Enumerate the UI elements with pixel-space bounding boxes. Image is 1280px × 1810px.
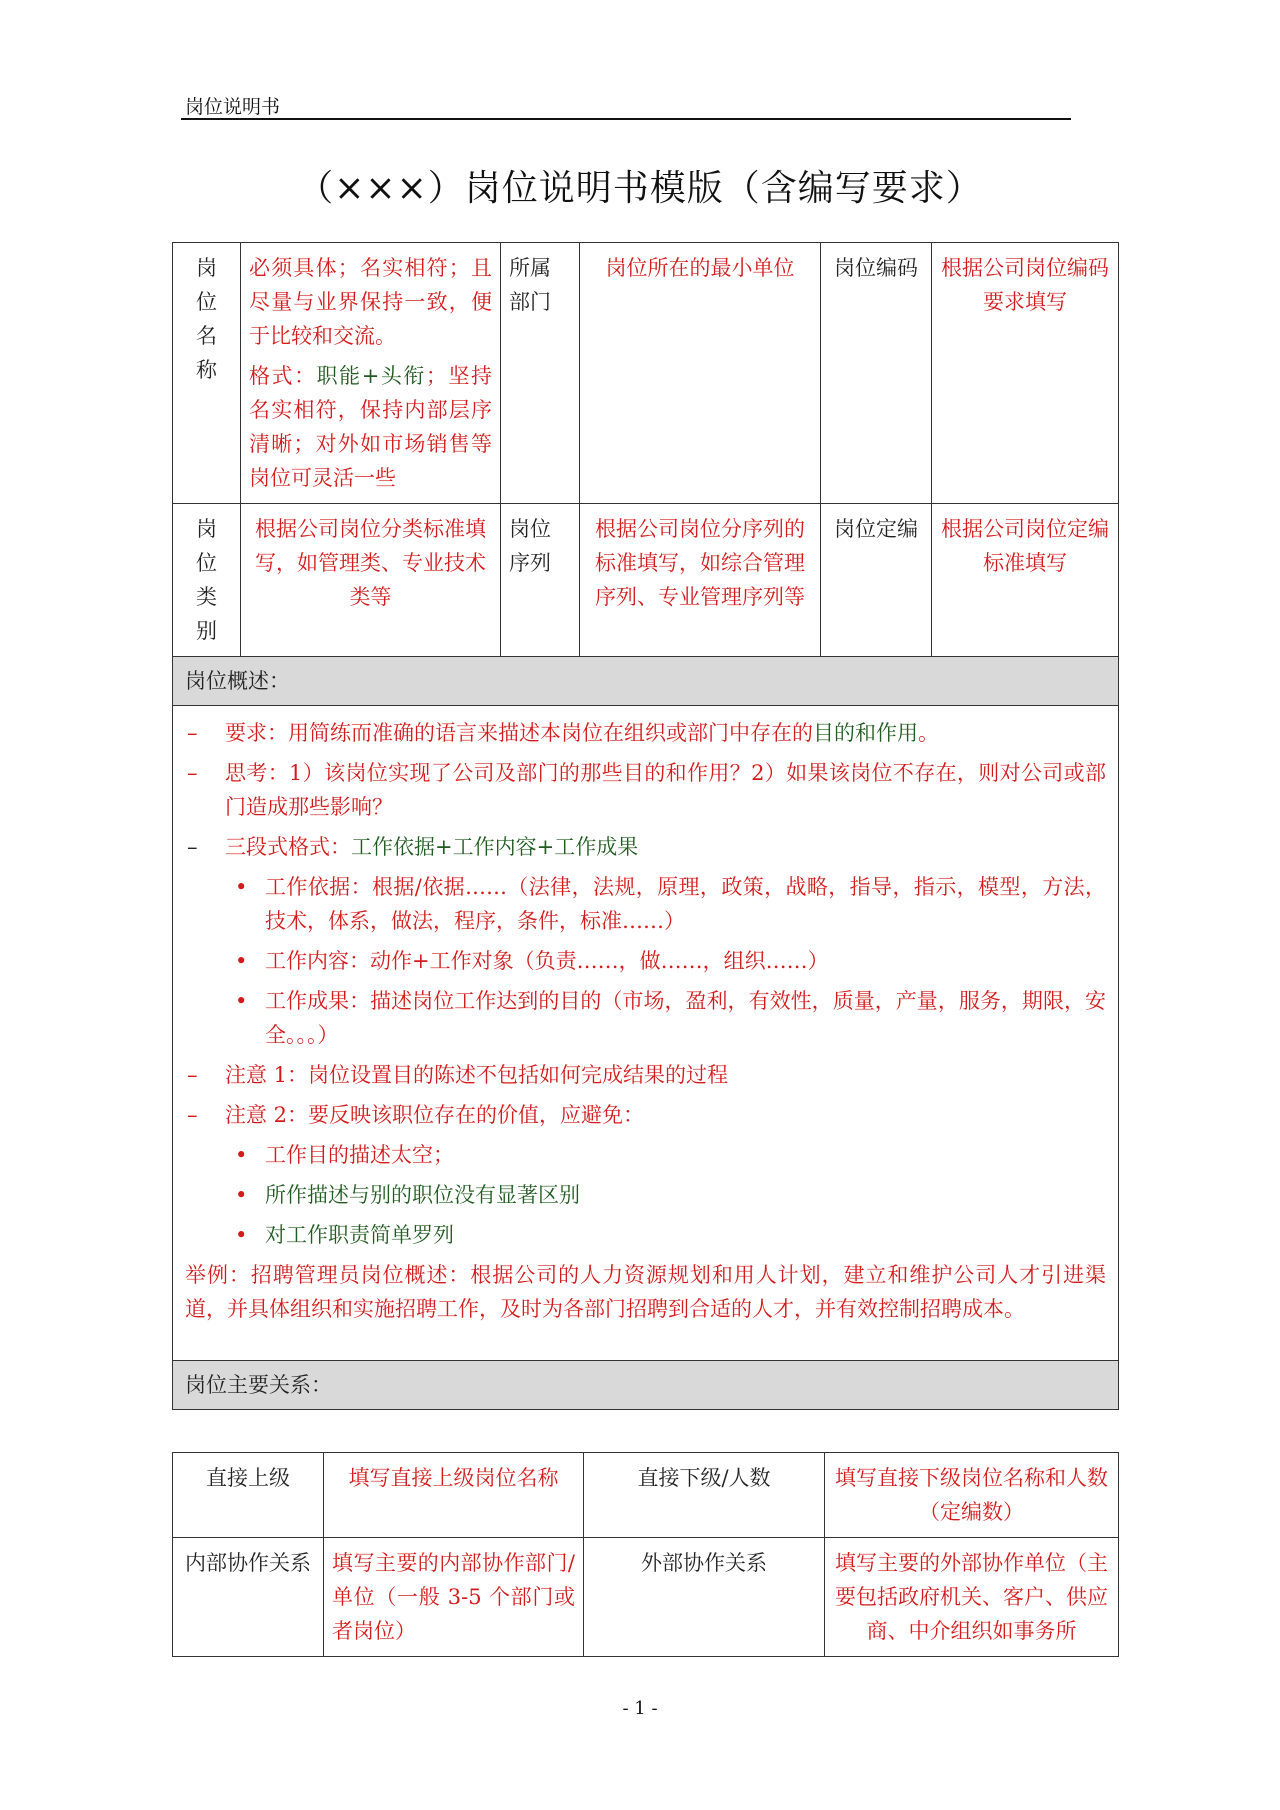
overview-note-1: – 注意 1：岗位设置目的陈述不包括如何完成结果的过程 [187, 1063, 729, 1087]
post-name-requirement [241, 243, 501, 504]
header-rule [181, 118, 1071, 120]
subordinate-label: 直接下级/人数 [584, 1453, 825, 1538]
row-post-category [173, 504, 1119, 657]
department-label: 所属部门 [501, 243, 580, 504]
post-name-rule: 必须具体；名实相符；且尽量与业界保持一致，便于比较和交流。 [249, 256, 492, 348]
post-name-label: 岗 位 名 称 [173, 243, 241, 504]
superior-value: 填写直接上级岗位名称 [324, 1453, 584, 1538]
post-code-label: 岗位编码 [821, 243, 932, 504]
row-cooperation-relations [173, 1538, 1119, 1657]
row-direct-relations [173, 1453, 1119, 1538]
external-cooperation-value: 填写主要的外部协作单位（主要包括政府机关、客户、供应商、中介组织如事务所 [825, 1538, 1119, 1657]
department-value: 岗位所在的最小单位 [580, 243, 821, 504]
format-result: • 工作成果：描述岗位工作达到的目的（市场，盈利，有效性，质量，产量，服务，期限，安全。。。） [235, 989, 1106, 1047]
post-sequence-label: 岗位序列 [501, 504, 580, 657]
subordinate-value: 填写直接下级岗位名称和人数（定编数） [825, 1453, 1119, 1538]
avoid-item-3: • 对工作职责简单罗列 [235, 1223, 454, 1247]
running-header: 岗位说明书 [185, 96, 281, 118]
overview-example: 举例：招聘管理员岗位概述：根据公司的人力资源规划和用人计划，建立和维护公司人才引进渠道，并具体组织和实施招聘工作，及时为各部门招聘到合适的人才，并有效控制招聘成本。 [185, 1263, 1106, 1321]
post-category-label: 岗 位 类 别 [173, 504, 241, 657]
job-description-table [172, 242, 1119, 1410]
format-basis: • 工作依据：根据/依据……（法律，法规，原理，政策，战略，指导，指示，模型，方法，技术，体系，做法，程序，条件，标准……） [235, 875, 1106, 933]
internal-cooperation-value: 填写主要的内部协作部门/单位（一般 3-5 个部门或者岗位） [324, 1538, 584, 1657]
overview-body [173, 706, 1119, 1361]
post-sequence-value: 根据公司岗位分序列的标准填写，如综合管理序列、专业管理序列等 [580, 504, 821, 657]
external-cooperation-label: 外部协作关系 [584, 1538, 825, 1657]
document-title: （×××）岗位说明书模版（含编写要求） [297, 168, 983, 209]
row-post-name [173, 243, 1119, 504]
row-overview-heading [173, 657, 1119, 706]
post-quota-value: 根据公司岗位定编标准填写 [932, 504, 1119, 657]
avoid-item-1: • 工作目的描述太空； [235, 1143, 454, 1167]
avoid-item-2: • 所作描述与别的职位没有显著区别 [235, 1183, 580, 1207]
post-category-value: 根据公司岗位分类标准填写，如管理类、专业技术类等 [241, 504, 501, 657]
relations-table [172, 1452, 1119, 1657]
post-name-format-emphasis: 职能+头衔 [316, 364, 426, 388]
overview-note-2: – 注意 2：要反映该职位存在的价值，应避免： [187, 1103, 645, 1127]
overview-format: – 三段式格式：工作依据+工作内容+工作成果 [187, 835, 639, 859]
post-quota-label: 岗位定编 [821, 504, 932, 657]
format-content: • 工作内容：动作+工作对象（负责……，做……，组织……） [235, 949, 829, 973]
post-code-value: 根据公司岗位编码要求填写 [932, 243, 1119, 504]
row-overview-body [173, 706, 1119, 1361]
post-name-format: 格式：职能+头衔；坚持名实相符，保持内部层序清晰；对外如市场销售等岗位可灵活一些 [249, 364, 492, 490]
row-relations-heading [173, 1361, 1119, 1410]
overview-heading: 岗位概述： [173, 657, 1119, 706]
relations-heading: 岗位主要关系： [173, 1361, 1119, 1410]
superior-label: 直接上级 [173, 1453, 324, 1538]
overview-requirement: – 要求：用简练而准确的语言来描述本岗位在组织或部门中存在的目的和作用。 [187, 721, 939, 745]
overview-purpose-emphasis: 目的和作用 [813, 721, 918, 745]
overview-think: – 思考：1）该岗位实现了公司及部门的那些目的和作用？2）如果该岗位不存在，则对公司或部门造成那些影响？ [187, 761, 1107, 819]
internal-cooperation-label: 内部协作关系 [173, 1538, 324, 1657]
page-number: - 1 - [622, 1698, 658, 1719]
